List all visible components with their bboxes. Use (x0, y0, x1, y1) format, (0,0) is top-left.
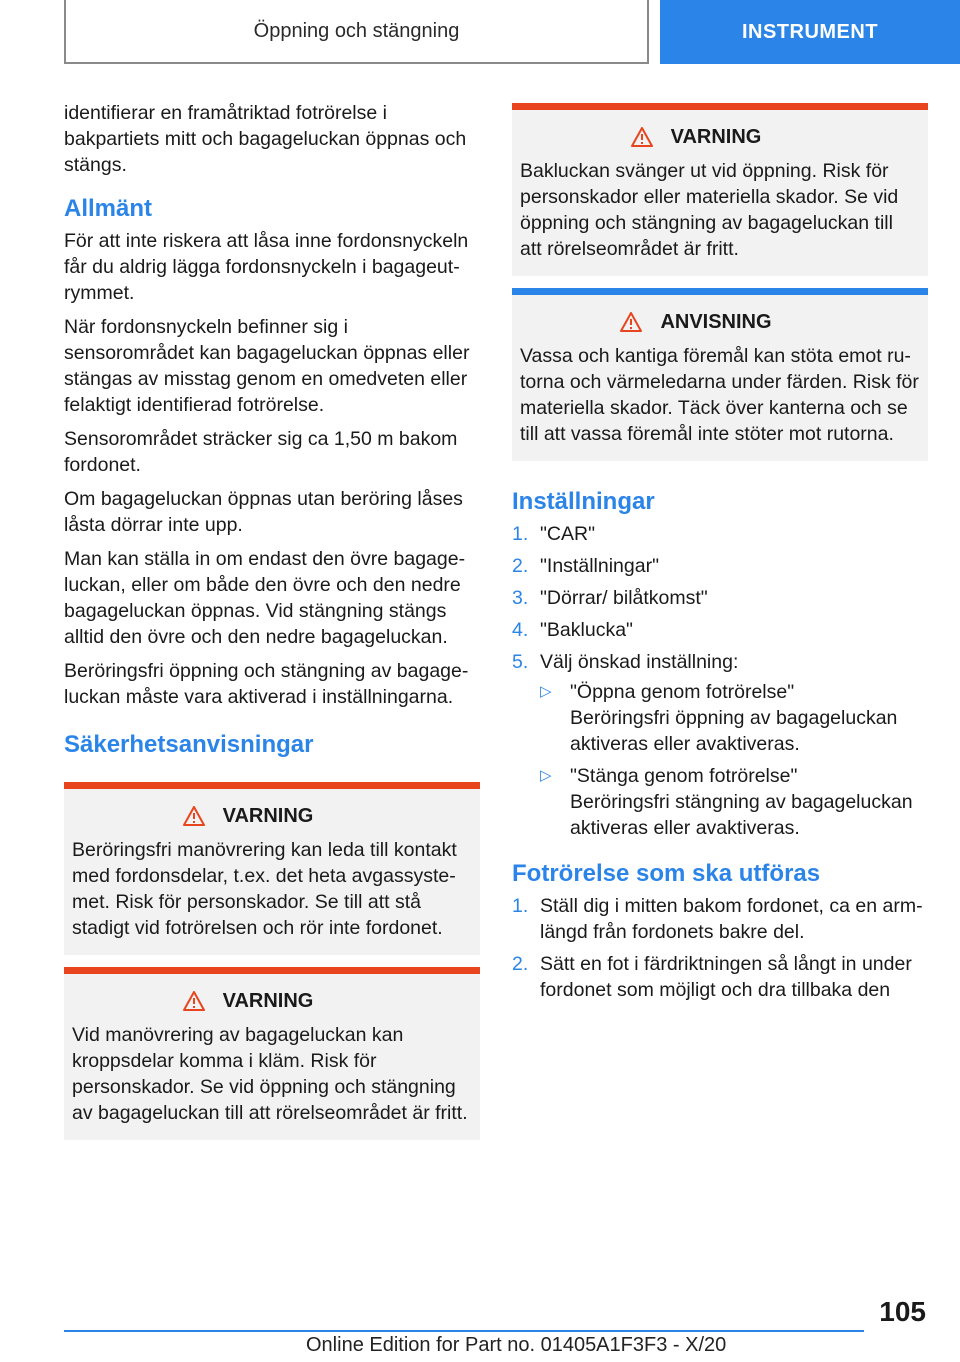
heading-foot-movement: Fotrörelse som ska utföras (512, 860, 821, 887)
warning-label: VARNING (670, 126, 762, 148)
warning-text: Vid manövrering av bagageluckan kan kroppsdelar komma i kläm. Risk för personskador. Se vid öppning och stängning av bagageluckan till att rörelseområdet är fritt. (72, 1024, 468, 1124)
step-text: Välj önskad inställning: (540, 651, 739, 673)
step-number: 1. (512, 895, 529, 917)
step-number: 2. (512, 555, 529, 577)
general-paragraph: Man kan ställa in om endast den övre bagageluckan, eller om både den övre och den nedre bagageluckan öppnas. Vid stängning stängs alltid den övre och den nedre bagageluckan. (64, 548, 466, 648)
step-number: 1. (512, 523, 529, 545)
warning-triangle-icon (631, 127, 653, 147)
warning-triangle-icon (620, 312, 642, 332)
list-item (512, 553, 928, 579)
list-item (512, 521, 928, 547)
step-text: Ställ dig i mitten bakom fordonet, ca en armlängd från fordonets bakre del. (540, 895, 923, 943)
footer-divider (64, 1330, 864, 1332)
general-paragraph: Sensorområdet sträcker sig ca 1,50 m bakom fordonet. (64, 428, 458, 476)
option-label: "Stänga genom fotrörelse" (570, 765, 798, 787)
warning-callout-title (72, 988, 472, 1014)
right-column (512, 103, 928, 1009)
step-number: 3. (512, 587, 529, 609)
step-text: "CAR" (540, 523, 596, 545)
warning-callout-title (520, 124, 920, 150)
left-column (64, 100, 480, 1140)
step-number: 5. (512, 651, 529, 673)
heading-general: Allmänt (64, 195, 153, 222)
triangle-right-icon: ▷ (540, 767, 552, 784)
heading-safety: Säkerhetsanvisningar (64, 731, 314, 758)
header-chapter-tab[interactable]: INSTRUMENT (660, 0, 960, 64)
note-text: Vassa och kantiga föremål kan stöta emot rutorna och värmeledarna under färden. Risk för materiella skador. Täck över kanterna och se till att vassa föremål inte stöter mot rutorna. (520, 345, 919, 445)
note-callout (512, 288, 928, 461)
option-item (540, 679, 928, 757)
note-label: ANVISNING (660, 311, 772, 333)
step-number: 2. (512, 953, 529, 975)
options-list (540, 679, 928, 841)
general-paragraph: Beröringsfri öppning och stängning av bagageluckan måste vara aktiverad i inställningarna. (64, 660, 469, 708)
page-number: 105 (879, 1296, 926, 1327)
note-callout-title (520, 309, 920, 335)
warning-callout (512, 103, 928, 276)
option-description: Beröringsfri öppning av bagageluckan aktiveras eller avaktiveras. (570, 707, 898, 755)
step-text: Sätt en fot i färdriktningen så långt in under fordonet som möjligt och dra tillbaka den (540, 953, 912, 1001)
option-description: Beröringsfri stängning av bagageluckan aktiveras eller avaktiveras. (570, 791, 913, 839)
general-paragraph: När fordonsnyckeln befinner sig i sensorområdet kan bagageluckan öppnas eller stängas av misstag genom en omedveten eller felaktigt identifierad fotrörelse. (64, 316, 470, 416)
list-item (512, 951, 928, 1003)
general-paragraph: För att inte riskera att låsa inne fordonsnyckeln får du aldrig lägga fordonsnyckeln i bagageutrymmet. (64, 230, 469, 304)
foot-steps-list (512, 893, 928, 1003)
warning-label: VARNING (222, 990, 314, 1012)
warning-triangle-icon (183, 806, 205, 826)
option-label: "Öppna genom fotrörelse" (570, 681, 795, 703)
header-section-title: Öppning och stängning (64, 0, 649, 64)
step-text: "Dörrar/ bilåtkomst" (540, 587, 708, 609)
footer-edition-text: Online Edition for Part no. 01405A1F3F3 - X/20 (306, 1334, 727, 1356)
option-item (540, 763, 928, 841)
general-paragraph: Om bagageluckan öppnas utan beröring låses låsta dörrar inte upp. (64, 488, 463, 536)
warning-callout-title (72, 803, 472, 829)
warning-callout (64, 782, 480, 955)
list-item (512, 585, 928, 611)
heading-settings: Inställningar (512, 488, 655, 515)
settings-steps-list (512, 521, 928, 841)
list-item (512, 649, 928, 841)
warning-text: Beröringsfri manövrering kan leda till kontakt med fordonsdelar, t.ex. det heta avgassystemet. Risk för personskador. Se till att stå stadigt vid fotrörelsen och rör inte fordonet. (72, 839, 457, 939)
intro-paragraph: identifierar en framåtriktad fotrörelse i bakpartiets mitt och bagageluckan öppnas och stängs. (64, 102, 467, 176)
step-text: "Inställningar" (540, 555, 659, 577)
step-number: 4. (512, 619, 529, 641)
list-item (512, 893, 928, 945)
step-text: "Baklucka" (540, 619, 633, 641)
warning-callout (64, 967, 480, 1140)
warning-text: Bakluckan svänger ut vid öppning. Risk för personskador eller materiella skador. Se vid öppning och stängning av bagageluckan till att rörelseområdet är fritt. (520, 160, 899, 260)
warning-triangle-icon (183, 991, 205, 1011)
list-item (512, 617, 928, 643)
warning-label: VARNING (222, 805, 314, 827)
triangle-right-icon: ▷ (540, 683, 552, 700)
